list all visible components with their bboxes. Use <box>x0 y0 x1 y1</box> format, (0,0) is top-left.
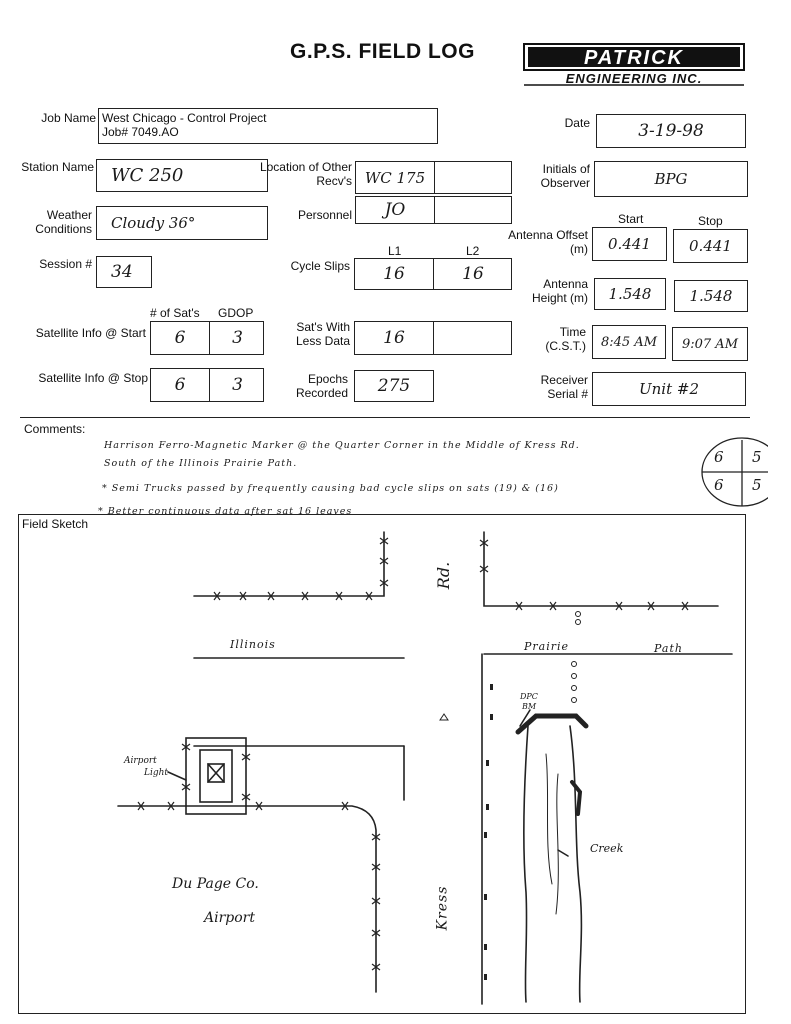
satellite-count-grid <box>698 434 768 510</box>
sats-less-data-label: Sat's With Less Data <box>295 320 350 348</box>
epochs-label: Epochs Recorded <box>295 372 348 400</box>
svg-text:PATRICK: PATRICK <box>584 47 684 69</box>
start-header: Start <box>618 212 644 226</box>
sat-stop-num-value: 6 <box>174 375 186 395</box>
date-value: 3-19-98 <box>638 121 704 141</box>
personnel-field[interactable] <box>355 196 512 224</box>
antenna-height-stop-field[interactable] <box>674 280 748 312</box>
sketch-label-airport-light-2: Light <box>144 768 169 778</box>
location-other-value-2 <box>435 162 513 193</box>
sat-stop-gdop-value: 3 <box>232 375 243 395</box>
antenna-height-start-value: 1.548 <box>608 285 652 303</box>
grid-cell-b: 5 <box>752 448 762 466</box>
sketch-label-prairie: Prairie <box>524 640 570 653</box>
sat-info-stop-label: Satellite Info @ Stop <box>38 371 148 385</box>
station-name-field[interactable] <box>96 159 268 192</box>
antenna-height-stop-value: 1.548 <box>689 287 733 305</box>
comments-divider <box>20 417 750 418</box>
job-name-line2: Job# 7049.AO <box>102 125 179 139</box>
antenna-height-label: Antenna Height (m) <box>531 277 588 305</box>
antenna-offset-stop-value: 0.441 <box>689 237 732 255</box>
time-stop-value: 9:07 AM <box>681 336 739 352</box>
personnel-label: Personnel <box>297 208 352 222</box>
field-sketch-label: Field Sketch <box>22 517 89 531</box>
weather-value: Cloudy 36° <box>111 214 196 232</box>
session-value: 34 <box>111 262 133 282</box>
sat-info-start-label: Satellite Info @ Start <box>35 326 146 340</box>
time-start-value: 8:45 AM <box>600 334 658 350</box>
location-other-value-1: WC 175 <box>364 168 426 187</box>
sketch-label-dupage-airport: Airport <box>204 910 255 926</box>
weather-field[interactable] <box>96 206 268 240</box>
job-name-line1: West Chicago - Control Project <box>102 111 267 125</box>
receiver-serial-field[interactable] <box>592 372 746 406</box>
cycle-slips-l1-value: 16 <box>383 264 405 284</box>
initials-value: BPG <box>654 170 688 188</box>
comment-line-1: Harrison Ferro-Magnetic Marker @ the Quarter Corner in the Middle of Kress Rd. <box>104 440 580 451</box>
personnel-value-2 <box>435 197 513 223</box>
sat-info-start-field[interactable] <box>150 321 264 355</box>
initials-field[interactable] <box>594 161 748 197</box>
sketch-label-kress: Kress <box>434 885 451 931</box>
comment-line-4: * Better continuous data after sat 16 leaves <box>98 506 353 517</box>
station-name-label: Station Name <box>21 160 94 174</box>
antenna-offset-start-field[interactable] <box>592 227 667 261</box>
comment-line-2: South of the Illinois Prairie Path. <box>104 458 298 469</box>
time-start-field[interactable] <box>592 325 666 359</box>
antenna-offset-stop-field[interactable] <box>673 229 748 263</box>
station-name-value: WC 250 <box>111 165 184 186</box>
svg-text:ENGINEERING INC.: ENGINEERING INC. <box>565 71 703 86</box>
sats-less-data-value-1: 16 <box>383 328 405 348</box>
sat-info-stop-field[interactable] <box>150 368 264 402</box>
job-name-label: Job Name <box>41 111 96 125</box>
cycle-slips-label: Cycle Slips <box>290 259 350 273</box>
grid-cell-c: 6 <box>714 476 724 494</box>
sketch-label-dupage: Du Page Co. <box>172 876 259 892</box>
sketch-label-dpc: DPC <box>520 692 538 701</box>
antenna-offset-label: Antenna Offset (m) <box>508 228 588 256</box>
epochs-field[interactable] <box>354 370 434 402</box>
date-label: Date <box>564 116 590 130</box>
sketch-label-bm: BM <box>522 702 537 711</box>
antenna-offset-start-value: 0.441 <box>608 235 651 253</box>
sats-less-data-value-2 <box>434 322 512 354</box>
cycle-slips-l2-value: 16 <box>462 264 484 284</box>
time-stop-field[interactable] <box>672 327 748 361</box>
gdop-header: GDOP <box>218 306 254 320</box>
session-label: Session # <box>39 257 92 271</box>
personnel-value-1: JO <box>384 200 406 220</box>
sat-start-gdop-value: 3 <box>232 328 243 348</box>
location-other-label: Location of Other Recv's <box>259 160 352 188</box>
receiver-serial-value: Unit #2 <box>638 380 699 398</box>
comments-label: Comments: <box>24 422 86 436</box>
weather-label: Weather Conditions <box>35 208 92 236</box>
grid-cell-d: 5 <box>752 476 762 494</box>
time-label: Time (C.S.T.) <box>545 325 586 353</box>
company-logo <box>520 42 748 88</box>
sketch-label-path: Path <box>654 642 683 655</box>
l1-header: L1 <box>388 244 402 258</box>
sketch-label-creek: Creek <box>590 842 624 855</box>
stop-header: Stop <box>698 214 723 228</box>
session-field[interactable] <box>96 256 152 288</box>
initials-label: Initials of Observer <box>540 162 590 190</box>
sketch-label-airport-light-1: Airport <box>124 756 157 766</box>
comment-line-3: * Semi Trucks passed by frequently causing bad cycle slips on sats (19) & (16) <box>102 483 559 494</box>
sketch-label-illinois: Illinois <box>230 638 276 651</box>
cycle-slips-field[interactable] <box>354 258 512 290</box>
form-title: G.P.S. FIELD LOG <box>290 40 475 63</box>
location-other-field[interactable] <box>355 161 512 194</box>
sats-less-data-field[interactable] <box>354 321 512 355</box>
grid-cell-a: 6 <box>714 448 724 466</box>
job-name-field[interactable] <box>98 108 438 144</box>
sketch-label-rd: Rd. <box>434 561 454 590</box>
epochs-value: 275 <box>377 376 411 396</box>
l2-header: L2 <box>466 244 480 258</box>
num-sats-header: # of Sat's <box>150 306 200 320</box>
receiver-serial-label: Receiver Serial # <box>540 373 588 401</box>
date-field[interactable] <box>596 114 746 148</box>
antenna-height-start-field[interactable] <box>594 278 666 310</box>
sat-start-num-value: 6 <box>174 328 186 348</box>
